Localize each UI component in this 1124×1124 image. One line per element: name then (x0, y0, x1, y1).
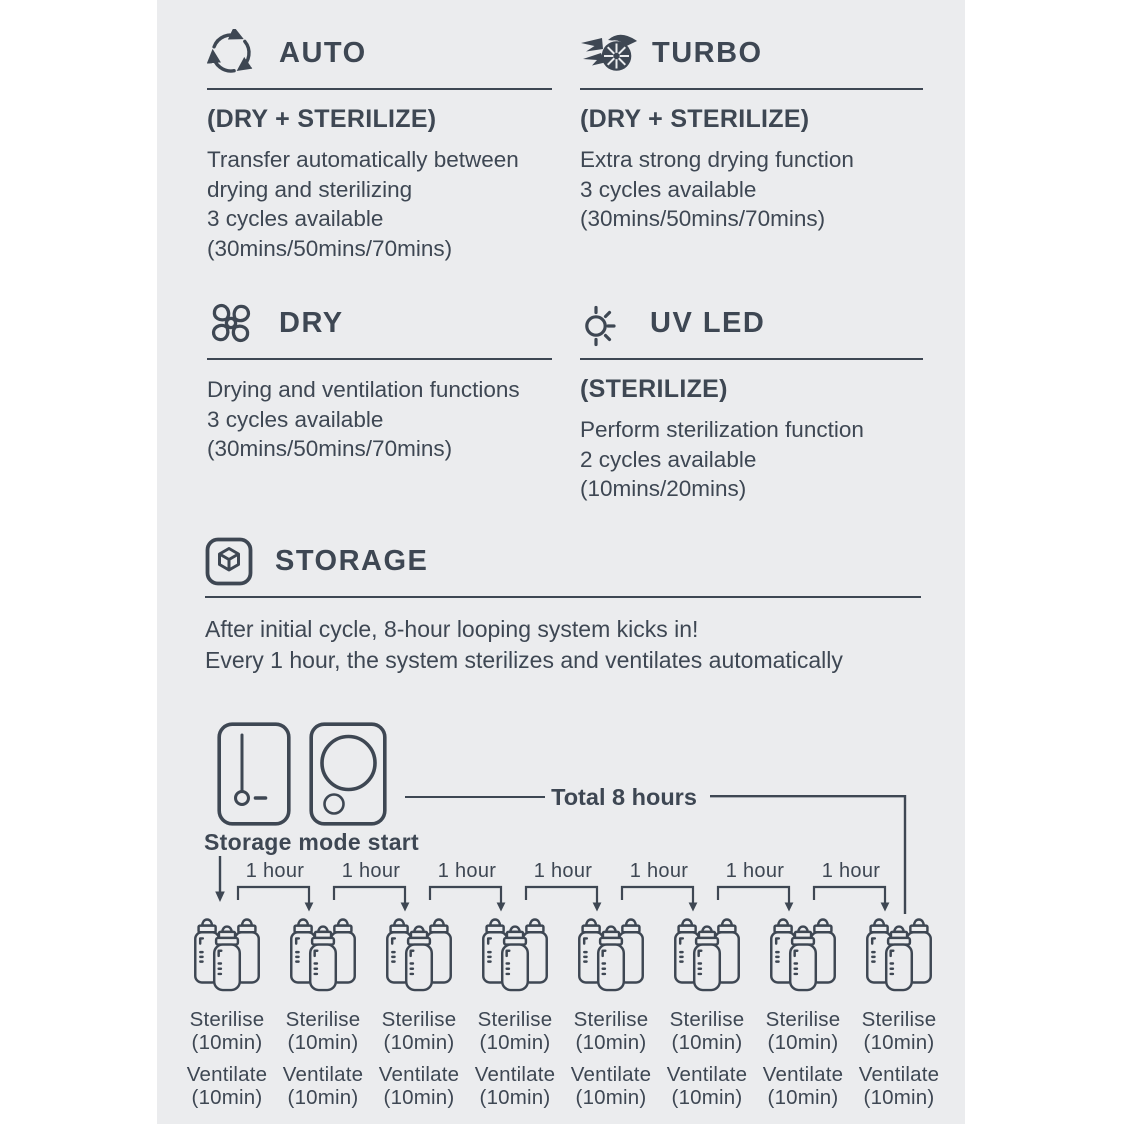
cycle-label (757, 1008, 849, 1109)
text-line: Every 1 hour, the system sterilizes and ventilates automatically (205, 647, 843, 673)
total-8-hours-label: Total 8 hours (551, 784, 697, 810)
bottle-group-icon (767, 918, 839, 992)
step-name: Sterilise (573, 1008, 649, 1031)
step-time: (10min) (863, 1031, 935, 1054)
cycle-arrows-icon (207, 29, 255, 77)
storage-section (205, 536, 921, 676)
step-time: (10min) (383, 1031, 455, 1054)
step-time: (10min) (383, 1086, 455, 1109)
text-line: 3 cycles available (207, 206, 384, 231)
divider (205, 596, 921, 598)
divider (207, 358, 552, 360)
auto-header (207, 28, 552, 78)
hour-bracket (524, 884, 602, 914)
storage-cube-icon (205, 536, 253, 586)
step-name: Sterilise (381, 1008, 457, 1031)
text-line: (30mins/50mins/70mins) (580, 206, 826, 231)
hour-label: 1 hour (725, 860, 785, 882)
step-name: Sterilise (189, 1008, 265, 1031)
step-time: (10min) (191, 1031, 263, 1054)
turbo-title: TURBO (652, 36, 763, 69)
hour-bracket (812, 884, 890, 914)
storage-title: STORAGE (275, 544, 429, 577)
hour-label: 1 hour (629, 860, 689, 882)
divider (580, 358, 923, 360)
step-name: Sterilise (669, 1008, 745, 1031)
step-name: Sterilise (285, 1008, 361, 1031)
bottle-group-icon (863, 918, 935, 992)
auto-subtitle: (DRY + STERILIZE) (207, 105, 437, 133)
hour-bracket (332, 884, 410, 914)
text-line: (10mins/20mins) (580, 476, 747, 501)
cycle-label (181, 1008, 273, 1109)
sterilizer-front-device-icon (309, 722, 387, 826)
step-name: Ventilate (858, 1063, 940, 1086)
step-name: Ventilate (378, 1063, 460, 1086)
storage-description (205, 614, 921, 676)
step-name: Ventilate (666, 1063, 748, 1086)
uv-led-description (580, 415, 923, 504)
step-time: (10min) (287, 1086, 359, 1109)
cycle-label (661, 1008, 753, 1109)
step-time: (10min) (479, 1031, 551, 1054)
storage-header (205, 536, 921, 586)
auto-section (207, 28, 552, 263)
step-time: (10min) (671, 1086, 743, 1109)
turbo-subtitle: (DRY + STERILIZE) (580, 105, 810, 133)
hour-label: 1 hour (341, 860, 401, 882)
uv-led-header (580, 298, 923, 348)
turbo-header (580, 28, 923, 78)
step-time: (10min) (575, 1086, 647, 1109)
step-time: (10min) (671, 1031, 743, 1054)
step-name: Ventilate (762, 1063, 844, 1086)
text-line: Extra strong drying function (580, 147, 854, 172)
divider (580, 88, 923, 90)
step-time: (10min) (191, 1086, 263, 1109)
bottle-group-icon (671, 918, 743, 992)
step-time: (10min) (479, 1086, 551, 1109)
uv-led-title: UV LED (650, 306, 766, 339)
start-down-arrow (209, 854, 231, 906)
text-line: (30mins/50mins/70mins) (207, 235, 453, 261)
cycle-label (565, 1008, 657, 1109)
text-line: 2 cycles available (580, 446, 757, 472)
cycle-label (469, 1008, 561, 1109)
storage-mode-start-caption: Storage mode start (204, 829, 420, 855)
hour-label: 1 hour (821, 860, 881, 882)
dry-header (207, 298, 552, 348)
bottle-group-icon (287, 918, 359, 992)
step-time: (10min) (575, 1031, 647, 1054)
step-name: Sterilise (477, 1008, 553, 1031)
hour-bracket (428, 884, 506, 914)
dry-title: DRY (279, 306, 344, 339)
step-name: Ventilate (282, 1063, 364, 1086)
hour-bracket (620, 884, 698, 914)
turbocharger-icon (580, 29, 638, 77)
text-line: 3 cycles available (207, 406, 384, 432)
text-line: Transfer automatically between (207, 147, 519, 172)
text-line: Drying and ventilation functions (207, 377, 520, 402)
step-time: (10min) (767, 1031, 839, 1054)
step-time: (10min) (767, 1086, 839, 1109)
cycle-label (373, 1008, 465, 1109)
dry-section (207, 298, 552, 464)
uv-sun-icon (580, 299, 632, 347)
hour-bracket (236, 884, 314, 914)
bottle-group-icon (383, 918, 455, 992)
dry-description (207, 375, 552, 464)
turbo-description (580, 145, 923, 234)
hour-label: 1 hour (437, 860, 497, 882)
bottle-group-icon (191, 918, 263, 992)
step-name: Ventilate (186, 1063, 268, 1086)
sterilizer-side-device-icon (217, 722, 291, 826)
text-line: drying and sterilizing (207, 176, 413, 202)
step-name: Sterilise (765, 1008, 841, 1031)
text-line: After initial cycle, 8-hour looping system kicks in! (205, 616, 699, 642)
step-time: (10min) (287, 1031, 359, 1054)
cycle-label (277, 1008, 369, 1109)
hour-label: 1 hour (245, 860, 305, 882)
hour-label: 1 hour (533, 860, 593, 882)
text-line: Perform sterilization function (580, 417, 864, 442)
bottle-group-icon (575, 918, 647, 992)
divider (207, 88, 552, 90)
bottle-group-icon (479, 918, 551, 992)
cycle-label (853, 1008, 945, 1109)
fan-icon (207, 299, 255, 347)
uv-led-section (580, 298, 923, 504)
text-line: 3 cycles available (580, 176, 757, 202)
hour-bracket (716, 884, 794, 914)
uv-led-subtitle: (STERILIZE) (580, 375, 728, 403)
step-time: (10min) (863, 1086, 935, 1109)
turbo-section (580, 28, 923, 234)
step-name: Ventilate (474, 1063, 556, 1086)
auto-title: AUTO (279, 36, 367, 69)
step-name: Sterilise (861, 1008, 937, 1031)
text-line: (30mins/50mins/70mins) (207, 436, 453, 461)
step-name: Ventilate (570, 1063, 652, 1086)
connector-line (405, 796, 545, 798)
auto-description (207, 145, 552, 263)
